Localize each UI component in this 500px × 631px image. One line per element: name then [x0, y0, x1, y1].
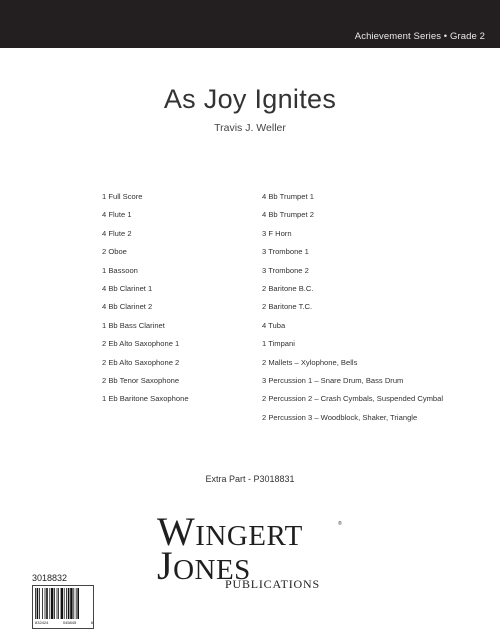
part-item: 1 Timpani [262, 339, 295, 349]
barcode-bar [61, 588, 63, 619]
barcode-bar [73, 588, 74, 619]
instrumentation-list-right [262, 192, 443, 431]
part-item: 1 Eb Baritone Saxophone [102, 394, 189, 404]
barcode-bar [70, 588, 72, 619]
logo-publications: PUBLICATIONS [225, 577, 320, 591]
barcode-bar [64, 588, 65, 619]
part-item: 1 Bassoon [102, 265, 138, 275]
part-item: 3 Trombone 2 [262, 265, 309, 275]
barcode-bar [76, 588, 77, 619]
part-item: 1 Full Score [102, 192, 143, 201]
barcode-bar [35, 588, 36, 619]
logo-jones: JONES [157, 543, 251, 588]
barcode [32, 585, 94, 629]
barcode-bar [77, 588, 79, 619]
part-item: 4 Tuba [262, 320, 286, 330]
part-item: 2 Bb Tenor Saxophone [102, 375, 180, 385]
part-item: 2 Baritone B.C. [262, 283, 314, 293]
publisher-logo [155, 509, 355, 595]
part-item: 2 Baritone T.C. [262, 302, 313, 312]
logo-wingert: WINGERT [157, 509, 303, 554]
top-banner [0, 0, 500, 48]
part-item: 4 Flute 2 [102, 228, 132, 238]
barcode-bar [57, 588, 58, 619]
part-item: 2 Percussion 2 – Crash Cymbals, Suspended Cymbal [262, 394, 444, 404]
part-item: 2 Eb Alto Saxophone 2 [102, 357, 180, 367]
trademark-mark: ® [338, 521, 342, 527]
part-item: 4 Bb Trumpet 1 [262, 192, 314, 201]
barcode-bar [58, 588, 59, 619]
part-item: 2 Percussion 3 – Woodblock, Shaker, Triangle [262, 412, 418, 422]
barcode-bar [49, 588, 50, 619]
barcode-bar [66, 588, 67, 619]
barcode-bar [45, 588, 46, 619]
part-item: 4 Flute 1 [102, 210, 132, 220]
part-item: 4 Bb Clarinet 1 [102, 283, 153, 293]
barcode-bar [42, 588, 43, 619]
barcode-bar [37, 588, 39, 619]
barcode-bars [34, 588, 94, 619]
barcode-digits: 832424 045845 8 [35, 620, 93, 625]
series-label: Achievement Series • Grade 2 [354, 31, 485, 42]
composer-name: Travis J. Weller [214, 122, 286, 134]
instrumentation-list-left [102, 192, 189, 413]
part-item: 4 Bb Trumpet 2 [262, 210, 314, 220]
barcode-bar [51, 588, 53, 619]
barcode-bar [54, 588, 55, 619]
part-item: 3 Percussion 1 – Snare Drum, Bass Drum [262, 375, 404, 385]
part-item: 4 Bb Clarinet 2 [102, 302, 153, 312]
barcode-bar [68, 588, 70, 619]
part-item: 2 Eb Alto Saxophone 1 [102, 339, 180, 349]
part-item: 3 F Horn [262, 228, 292, 238]
extra-part-label: Extra Part - P3018831 [205, 474, 295, 484]
part-item: 3 Trombone 1 [262, 247, 309, 257]
barcode-bar [39, 588, 40, 619]
piece-title: As Joy Ignites [163, 84, 337, 114]
part-item: 2 Oboe [102, 247, 127, 257]
part-item: 2 Mallets – Xylophone, Bells [262, 357, 358, 367]
part-item: 1 Bb Bass Clarinet [102, 320, 165, 330]
barcode-bar [46, 588, 48, 619]
catalog-number: 3018832 [32, 573, 68, 583]
